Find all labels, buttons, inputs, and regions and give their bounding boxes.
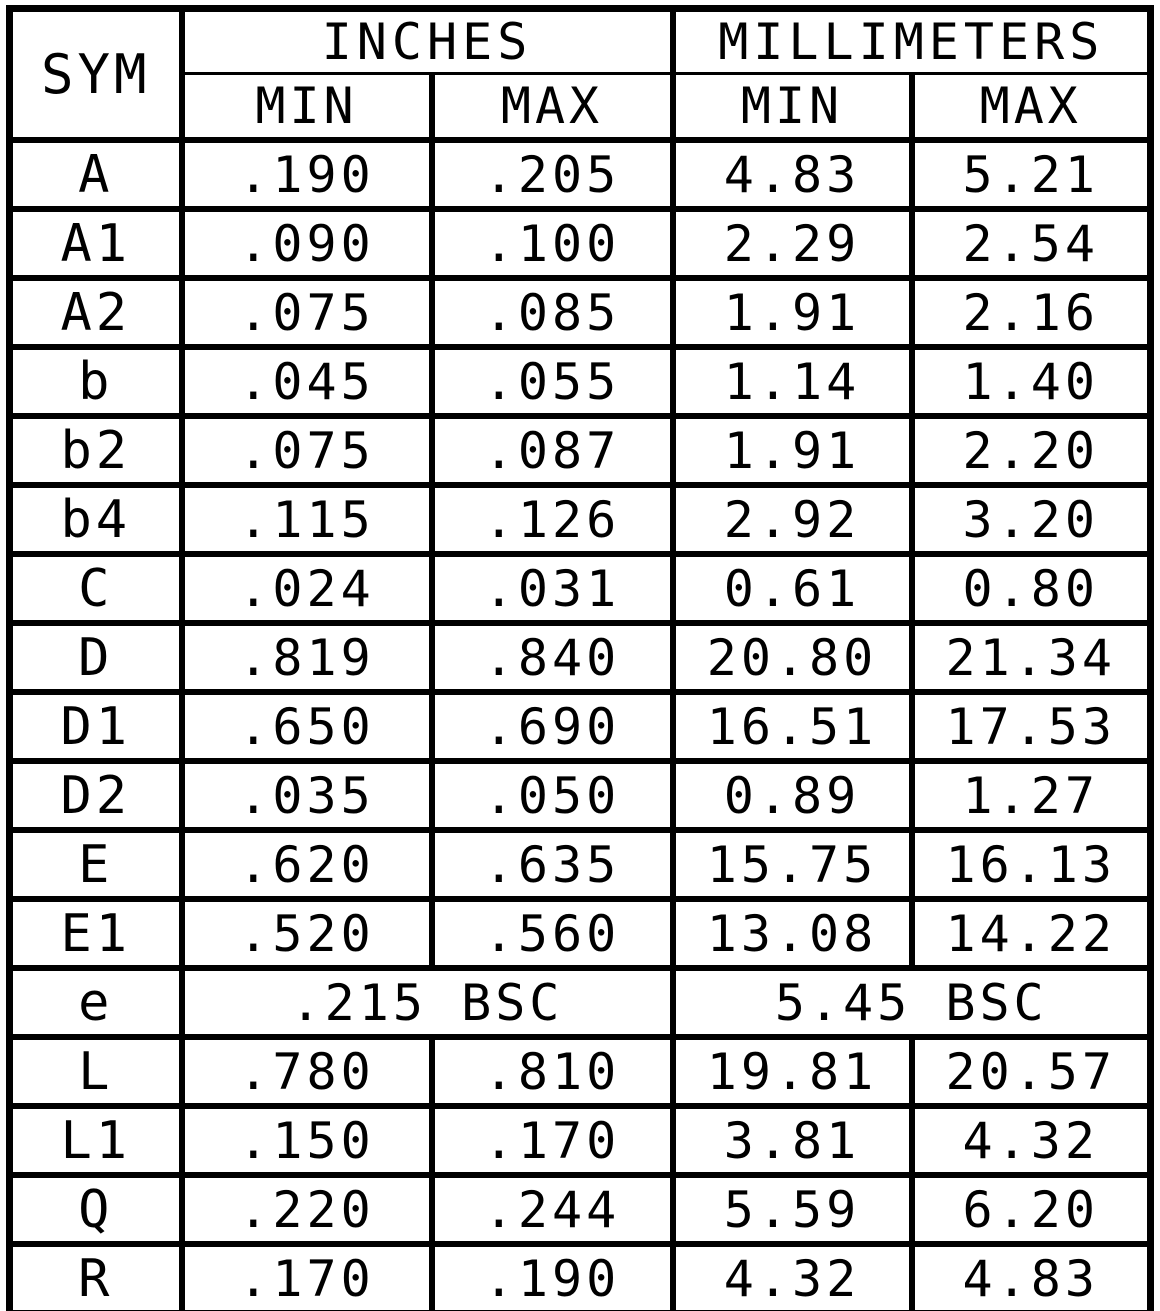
mm-min-cell: 5.59 bbox=[673, 1175, 912, 1244]
mm-min-cell: 3.81 bbox=[673, 1106, 912, 1175]
inches-max-cell: .087 bbox=[432, 416, 673, 485]
mm-bsc-cell: 5.45 BSC bbox=[673, 968, 1151, 1037]
mm-min-cell: 13.08 bbox=[673, 899, 912, 968]
sym-cell: L bbox=[10, 1037, 182, 1106]
sym-cell: D2 bbox=[10, 761, 182, 830]
mm-max-cell: 17.53 bbox=[912, 692, 1151, 761]
mm-max-cell: 2.16 bbox=[912, 278, 1151, 347]
mm-max-cell: 4.83 bbox=[912, 1244, 1151, 1311]
header-mm-min: MIN bbox=[673, 74, 912, 141]
mm-min-cell: 1.91 bbox=[673, 416, 912, 485]
inches-max-cell: .244 bbox=[432, 1175, 673, 1244]
mm-min-cell: 19.81 bbox=[673, 1037, 912, 1106]
inches-min-cell: .090 bbox=[182, 209, 432, 278]
table-row bbox=[10, 899, 1151, 968]
inches-max-cell: .031 bbox=[432, 554, 673, 623]
inches-min-cell: .115 bbox=[182, 485, 432, 554]
header-inches-min: MIN bbox=[182, 74, 432, 141]
table-row bbox=[10, 1175, 1151, 1244]
sym-cell: R bbox=[10, 1244, 182, 1311]
header-row-units bbox=[10, 9, 1151, 74]
inches-max-cell: .055 bbox=[432, 347, 673, 416]
inches-min-cell: .024 bbox=[182, 554, 432, 623]
mm-max-cell: 20.57 bbox=[912, 1037, 1151, 1106]
inches-min-cell: .150 bbox=[182, 1106, 432, 1175]
mm-min-cell: 0.61 bbox=[673, 554, 912, 623]
mm-max-cell: 1.27 bbox=[912, 761, 1151, 830]
mm-min-cell: 1.91 bbox=[673, 278, 912, 347]
inches-min-cell: .780 bbox=[182, 1037, 432, 1106]
mm-max-cell: 4.32 bbox=[912, 1106, 1151, 1175]
table-row bbox=[10, 140, 1151, 209]
inches-max-cell: .100 bbox=[432, 209, 673, 278]
mm-max-cell: 16.13 bbox=[912, 830, 1151, 899]
sym-cell: b bbox=[10, 347, 182, 416]
inches-max-cell: .205 bbox=[432, 140, 673, 209]
header-mm-max: MAX bbox=[912, 74, 1151, 141]
mm-max-cell: 14.22 bbox=[912, 899, 1151, 968]
header-inches: INCHES bbox=[182, 9, 673, 74]
sym-cell: A1 bbox=[10, 209, 182, 278]
header-inches-max: MAX bbox=[432, 74, 673, 141]
inches-max-cell: .190 bbox=[432, 1244, 673, 1311]
inches-min-cell: .045 bbox=[182, 347, 432, 416]
mm-max-cell: 5.21 bbox=[912, 140, 1151, 209]
inches-max-cell: .560 bbox=[432, 899, 673, 968]
table-row bbox=[10, 761, 1151, 830]
mm-max-cell: 1.40 bbox=[912, 347, 1151, 416]
sym-cell: C bbox=[10, 554, 182, 623]
sym-cell: D1 bbox=[10, 692, 182, 761]
inches-max-cell: .690 bbox=[432, 692, 673, 761]
mm-min-cell: 15.75 bbox=[673, 830, 912, 899]
table-row bbox=[10, 692, 1151, 761]
header-sym: SYM bbox=[10, 9, 182, 141]
table-row bbox=[10, 1106, 1151, 1175]
sym-cell: Q bbox=[10, 1175, 182, 1244]
mm-min-cell: 2.29 bbox=[673, 209, 912, 278]
inches-min-cell: .075 bbox=[182, 278, 432, 347]
inches-max-cell: .050 bbox=[432, 761, 673, 830]
inches-min-cell: .220 bbox=[182, 1175, 432, 1244]
inches-max-cell: .126 bbox=[432, 485, 673, 554]
sym-cell: A2 bbox=[10, 278, 182, 347]
header-row-minmax bbox=[10, 74, 1151, 141]
mm-max-cell: 6.20 bbox=[912, 1175, 1151, 1244]
sym-cell: e bbox=[10, 968, 182, 1037]
dimension-table bbox=[6, 5, 1154, 1311]
mm-min-cell: 4.32 bbox=[673, 1244, 912, 1311]
mm-max-cell: 0.80 bbox=[912, 554, 1151, 623]
mm-min-cell: 16.51 bbox=[673, 692, 912, 761]
mm-min-cell: 1.14 bbox=[673, 347, 912, 416]
mm-max-cell: 2.20 bbox=[912, 416, 1151, 485]
mm-min-cell: 2.92 bbox=[673, 485, 912, 554]
mm-max-cell: 2.54 bbox=[912, 209, 1151, 278]
mm-min-cell: 20.80 bbox=[673, 623, 912, 692]
table-row bbox=[10, 554, 1151, 623]
inches-min-cell: .520 bbox=[182, 899, 432, 968]
mm-min-cell: 4.83 bbox=[673, 140, 912, 209]
inches-min-cell: .170 bbox=[182, 1244, 432, 1311]
table-row bbox=[10, 1037, 1151, 1106]
inches-min-cell: .035 bbox=[182, 761, 432, 830]
inches-max-cell: .810 bbox=[432, 1037, 673, 1106]
inches-bsc-cell: .215 BSC bbox=[182, 968, 673, 1037]
sym-cell: D bbox=[10, 623, 182, 692]
table-row bbox=[10, 209, 1151, 278]
inches-min-cell: .819 bbox=[182, 623, 432, 692]
table-row bbox=[10, 485, 1151, 554]
inches-max-cell: .085 bbox=[432, 278, 673, 347]
table-row bbox=[10, 623, 1151, 692]
table-row-e-basic-spacing bbox=[10, 968, 1151, 1037]
sym-cell: L1 bbox=[10, 1106, 182, 1175]
sym-cell: E bbox=[10, 830, 182, 899]
inches-max-cell: .170 bbox=[432, 1106, 673, 1175]
sym-cell: A bbox=[10, 140, 182, 209]
sym-cell: b4 bbox=[10, 485, 182, 554]
mm-max-cell: 3.20 bbox=[912, 485, 1151, 554]
table-row bbox=[10, 347, 1151, 416]
table-row bbox=[10, 416, 1151, 485]
inches-min-cell: .620 bbox=[182, 830, 432, 899]
mm-max-cell: 21.34 bbox=[912, 623, 1151, 692]
mm-min-cell: 0.89 bbox=[673, 761, 912, 830]
inches-max-cell: .840 bbox=[432, 623, 673, 692]
inches-max-cell: .635 bbox=[432, 830, 673, 899]
header-millimeters: MILLIMETERS bbox=[673, 9, 1151, 74]
inches-min-cell: .190 bbox=[182, 140, 432, 209]
table-row bbox=[10, 1244, 1151, 1311]
inches-min-cell: .075 bbox=[182, 416, 432, 485]
table-row bbox=[10, 830, 1151, 899]
sym-cell: b2 bbox=[10, 416, 182, 485]
inches-min-cell: .650 bbox=[182, 692, 432, 761]
table-row bbox=[10, 278, 1151, 347]
sym-cell: E1 bbox=[10, 899, 182, 968]
